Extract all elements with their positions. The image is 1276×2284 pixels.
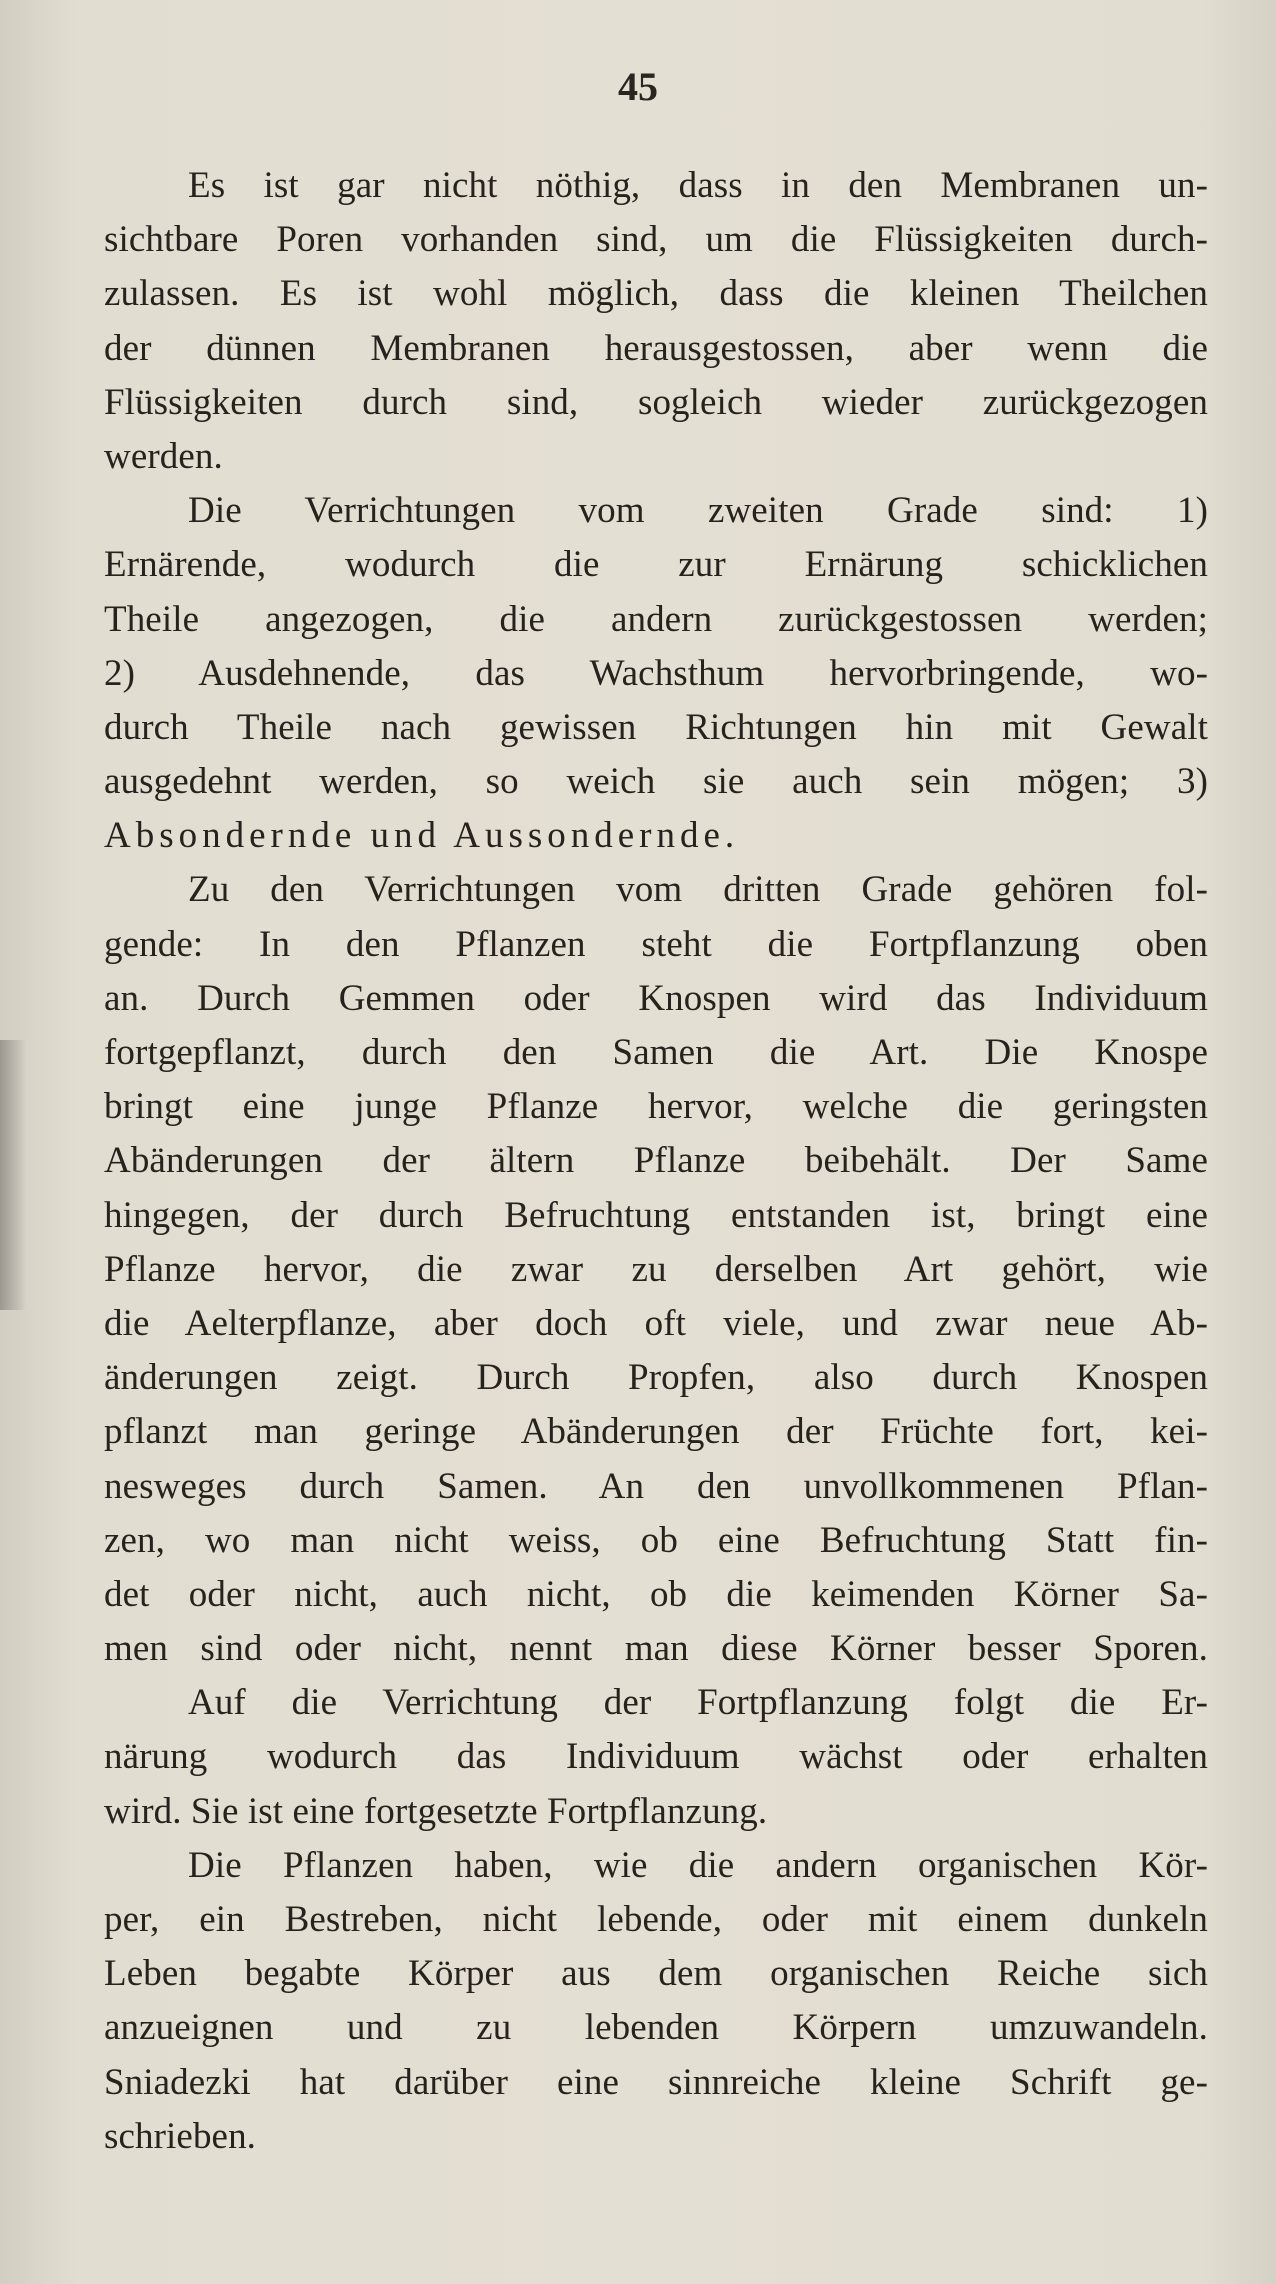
text-line: men sind oder nicht, nennt man diese Körner besser Sporen. — [104, 1628, 1208, 1670]
paragraph-1 — [104, 159, 1208, 484]
text-line: zulassen. Es ist wohl möglich, dass die kleinen Theilchen — [104, 273, 1208, 315]
text-line: der dünnen Membranen herausgestossen, aber wenn die — [104, 327, 1208, 369]
text-line: 2) Ausdehnende, das Wachsthum hervorbringende, wo- — [104, 652, 1208, 694]
paragraph-3 — [104, 863, 1208, 1676]
text-line: Pflanze hervor, die zwar zu derselben Art gehört, wie — [104, 1248, 1208, 1290]
text-line: nesweges durch Samen. An den unvollkommenen Pflan- — [104, 1465, 1208, 1507]
text-line: Sniadezki hat darüber eine sinnreiche kleine Schrift ge- — [104, 2061, 1208, 2103]
text-line: Leben begabte Körper aus dem organischen Reiche sich — [104, 1953, 1208, 1995]
text-line: Absondernde und Aussondernde. — [104, 815, 740, 857]
text-line: per, ein Bestreben, nicht lebende, oder mit einem dunkeln — [104, 1899, 1208, 1940]
paragraph-2 — [104, 484, 1208, 863]
text-line: anzueignen und zu lebenden Körpern umzuwandeln. — [104, 2007, 1208, 2049]
text-line: schrieben. — [104, 2115, 257, 2157]
body-text — [104, 159, 1208, 2164]
text-line: sichtbare Poren vorhanden sind, um die Flüssigkeiten durch- — [104, 219, 1208, 261]
text-line: wird. Sie ist eine fortgesetzte Fortpflanzung. — [104, 1790, 768, 1832]
text-line: ausgedehnt werden, so weich sie auch sein mögen; 3) — [104, 761, 1208, 803]
paragraph-4 — [104, 1676, 1208, 1839]
text-line: Abänderungen der ältern Pflanze beibehält. Der Same — [104, 1140, 1208, 1182]
text-line: Die Verrichtungen vom zweiten Grade sind: 1) — [188, 490, 1208, 532]
binding-shadow — [0, 1040, 26, 1310]
text-line: gende: In den Pflanzen steht die Fortpflanzung oben — [104, 923, 1208, 965]
text-line: hingegen, der durch Befruchtung entstanden ist, bringt eine — [104, 1194, 1208, 1236]
text-line: zen, wo man nicht weiss, ob eine Befruchtung Statt fin- — [104, 1519, 1208, 1561]
text-line: Es ist gar nicht nöthig, dass in den Membranen un- — [188, 165, 1208, 206]
text-line: fortgepflanzt, durch den Samen die Art. Die Knospe — [104, 1032, 1208, 1073]
text-line: änderungen zeigt. Durch Propfen, also durch Knospen — [104, 1357, 1208, 1399]
text-line: Ernärende, wodurch die zur Ernärung schicklichen — [104, 544, 1208, 586]
text-line: werden. — [104, 435, 223, 477]
text-line: Flüssigkeiten durch sind, sogleich wieder zurückgezogen — [104, 381, 1208, 423]
page-number: 45 — [618, 64, 658, 109]
text-line: durch Theile nach gewissen Richtungen hin mit Gewalt — [104, 706, 1208, 748]
text-line: pflanzt man geringe Abänderungen der Früchte fort, kei- — [104, 1411, 1208, 1453]
text-line: bringt eine junge Pflanze hervor, welche die geringsten — [104, 1086, 1208, 1128]
text-line: die Aelterpflanze, aber doch oft viele, und zwar neue Ab- — [104, 1302, 1208, 1344]
text-line: det oder nicht, auch nicht, ob die keimenden Körner Sa- — [104, 1573, 1208, 1615]
text-line: Zu den Verrichtungen vom dritten Grade gehören fol- — [188, 869, 1208, 911]
paragraph-5 — [104, 1839, 1208, 2164]
text-line: Die Pflanzen haben, wie die andern organischen Kör- — [188, 1844, 1208, 1886]
text-line: Auf die Verrichtung der Fortpflanzung folgt die Er- — [188, 1682, 1208, 1724]
text-line: an. Durch Gemmen oder Knospen wird das Individuum — [104, 977, 1208, 1019]
text-line: närung wodurch das Individuum wächst oder erhalten — [104, 1736, 1208, 1778]
text-line: Theile angezogen, die andern zurückgestossen werden; — [104, 598, 1208, 640]
